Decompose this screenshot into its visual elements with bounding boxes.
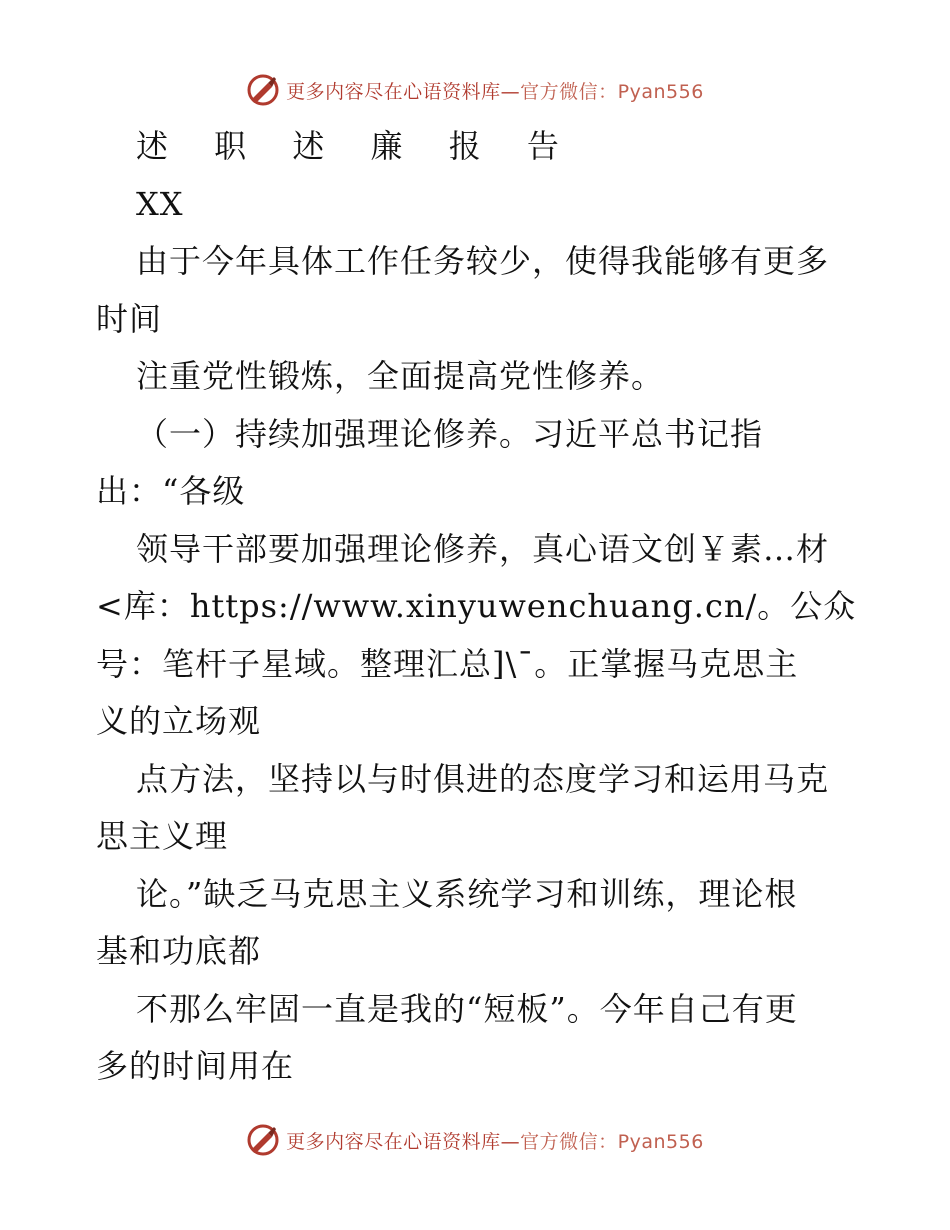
document-line: <库：https://www.xinyuwenchuang.cn/。公众 bbox=[96, 587, 857, 625]
document-line: 出：“各级 bbox=[96, 472, 246, 510]
pen-logo-icon bbox=[246, 73, 280, 107]
footer-banner bbox=[0, 1120, 950, 1160]
document-line: 论。”缺乏马克思主义系统学习和训练，理论根 bbox=[136, 874, 798, 913]
header-banner bbox=[0, 70, 950, 110]
document-line: 领导干部要加强理论修养，真心语文创￥素…材 bbox=[136, 529, 830, 568]
document-line: 不那么牢固一直是我的“短板”。今年自己有更 bbox=[136, 989, 798, 1028]
document-line: 思主义理 bbox=[96, 817, 229, 855]
document-line: 时间 bbox=[96, 299, 163, 338]
document-line: 点方法，坚持以与时俱进的态度学习和运用马克 bbox=[136, 759, 830, 798]
document-line: （一）持续加强理论修养。习近平总书记指 bbox=[136, 414, 764, 453]
pen-logo-icon bbox=[246, 1123, 280, 1157]
header-banner-text: 更多内容尽在心语资料库—官方微信：Pyan556 bbox=[286, 80, 704, 103]
document-line: 多的时间用在 bbox=[96, 1047, 295, 1085]
document-line: 基和功底都 bbox=[96, 932, 262, 970]
document-line: 注重党性锻炼，全面提高党性修养。 bbox=[136, 357, 665, 395]
document-title: 述 职 述 廉 报 告 bbox=[136, 127, 577, 165]
document-line: XX bbox=[136, 184, 184, 223]
document-line: 号：笔杆子星域。整理汇总]\¯。正掌握马克思主 bbox=[96, 644, 799, 683]
document-line: 由于今年具体工作任务较少，使得我能够有更多 bbox=[136, 242, 830, 280]
footer-banner-text: 更多内容尽在心语资料库—官方微信：Pyan556 bbox=[286, 1130, 704, 1153]
document-line: 义的立场观 bbox=[96, 702, 262, 740]
document-body bbox=[96, 118, 856, 1096]
